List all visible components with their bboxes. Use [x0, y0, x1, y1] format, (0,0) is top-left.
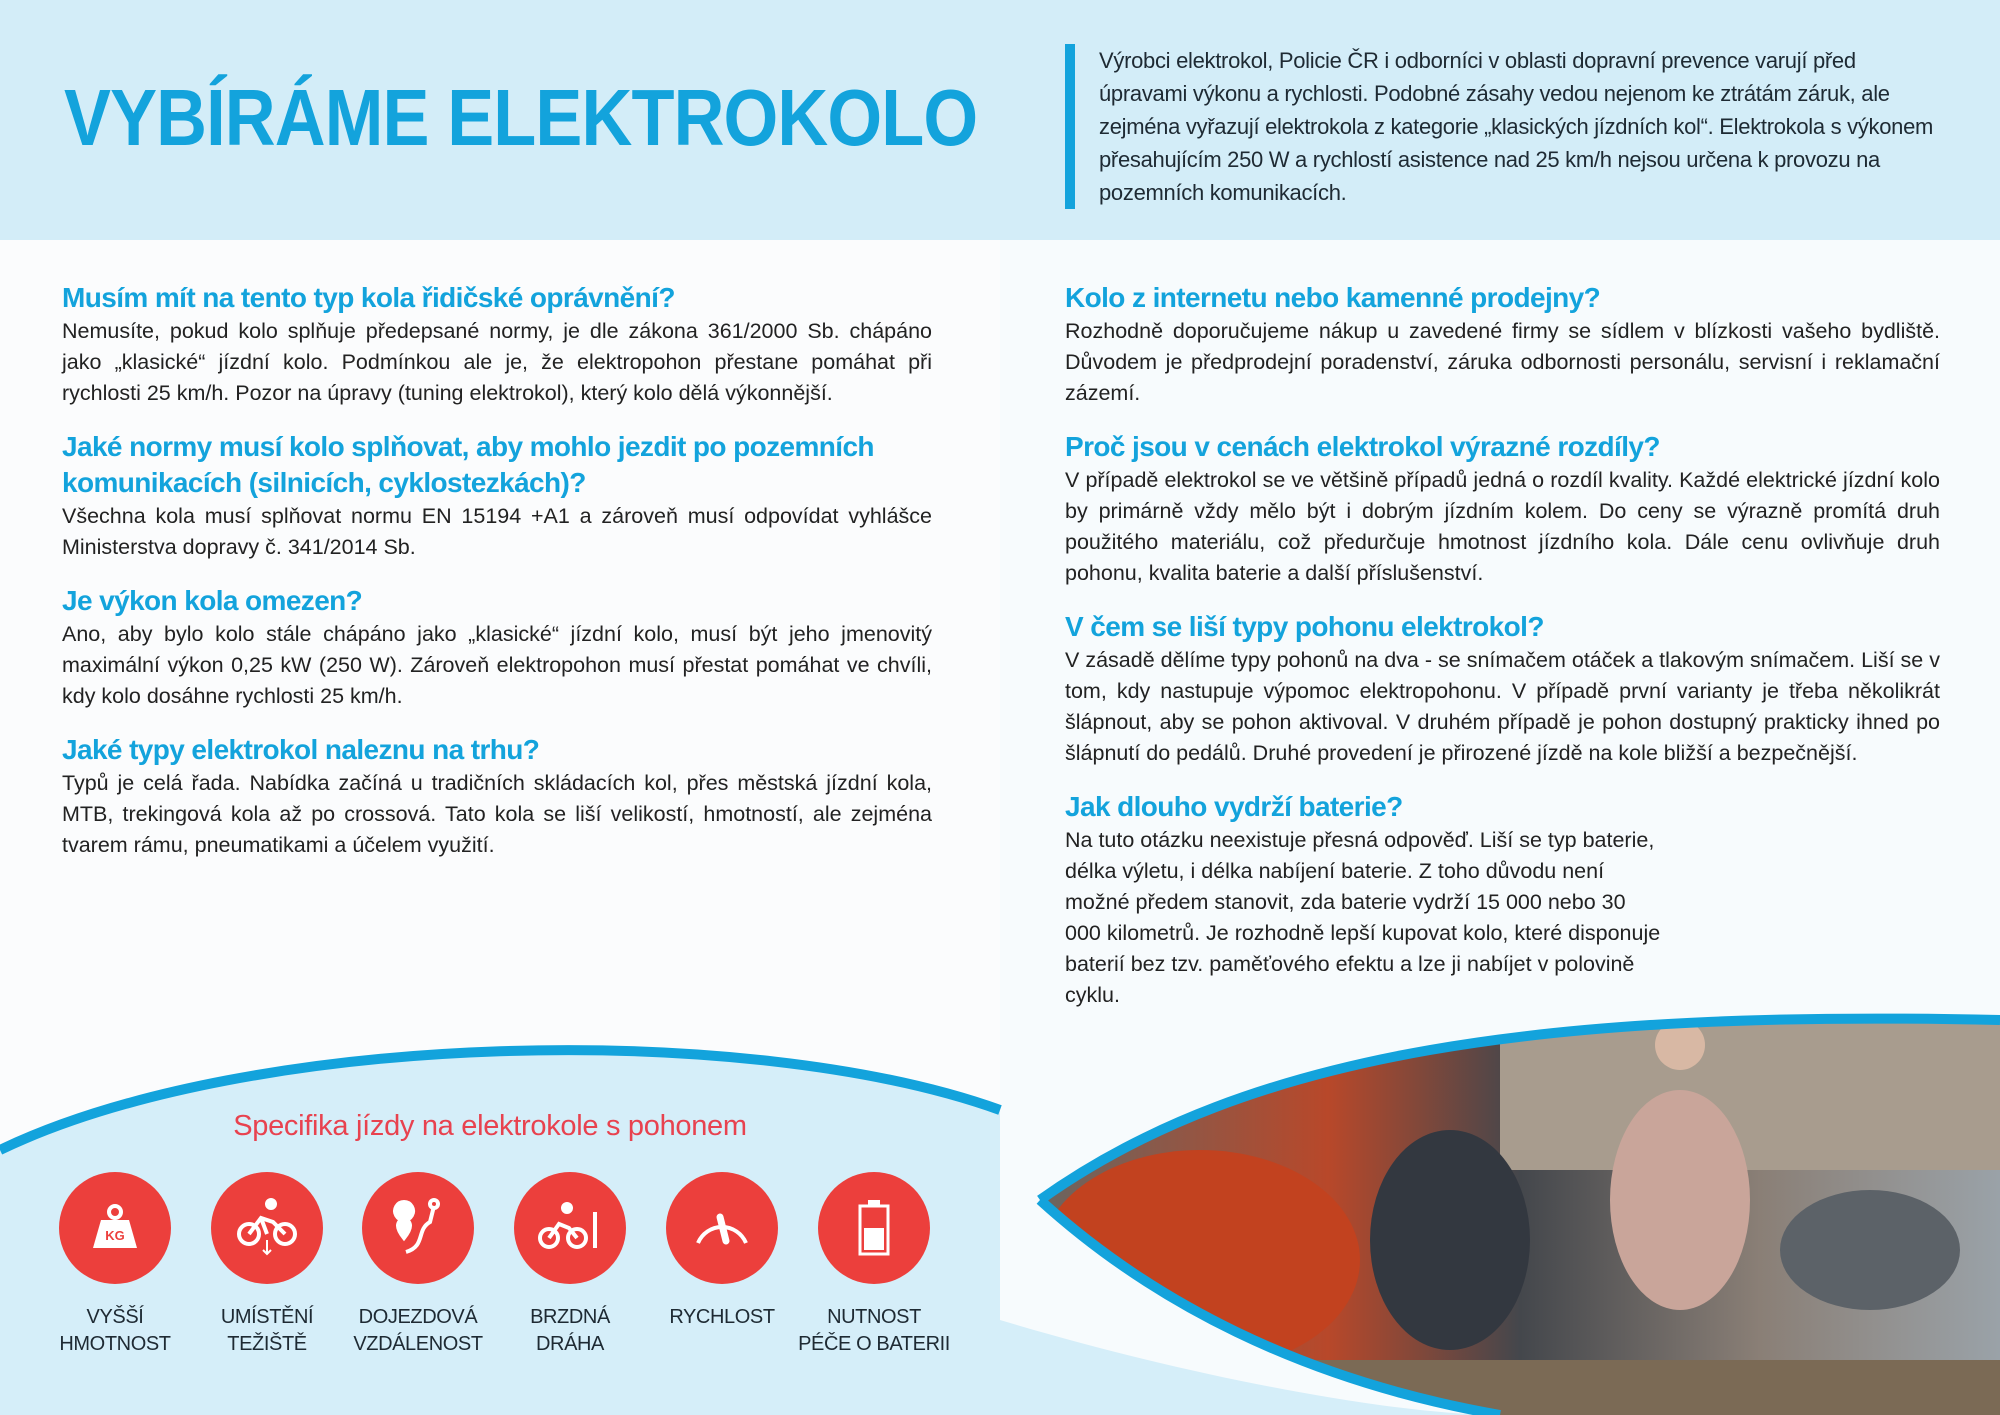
faq-answer: Ano, aby bylo kolo stále chápáno jako „klasické“ jízdní kolo, musí být jeho jmenovitý maximální výkon 0,25 kW (250 W). Zároveň elektropohon musí přestat pomáhat ve chvíli, kdy kolo dosáhne rychlosti 25 km/h.	[62, 622, 932, 708]
speedometer-icon	[666, 1172, 778, 1284]
spec-weight	[30, 1172, 200, 1358]
faq-question: V čem se liší typy pohonu elektrokol?	[1065, 611, 1544, 642]
right-column	[1065, 280, 1940, 1031]
faq-item	[62, 429, 932, 563]
faq-answer: V případě elektrokol se ve většině případů jedná o rozdíl kvality. Každé elektrické jízdní kolo by primárně vždy mělo být i dobrým jízdním kolem. Do ceny se výrazně promítá druh použitého materiálu, což předurčuje hmotnost jízdního kola. Dále cenu ovlivňuje druh pohonu, kvalita baterie a další příslušenství.	[1065, 468, 1940, 585]
faq-question: Je výkon kola omezen?	[62, 585, 363, 616]
faq-question: Musím mít na tento typ kola řidičské oprávnění?	[62, 282, 675, 313]
spec-label: DOJEZDOVÁ VZDÁLENOST	[353, 1306, 483, 1355]
faq-item	[62, 280, 932, 409]
faq-answer: Nemusíte, pokud kolo splňuje předepsané normy, je dle zákona 361/2000 Sb. chápáno jako „klasické“ jízdní kolo. Podmínkou ale je, že elektropohon přestane pomáhat při rychlosti 25 km/h. Pozor na úpravy (tuning elektrokol), který kolo dělá výkonnější.	[62, 319, 932, 405]
faq-question: Jaké typy elektrokol naleznu na trhu?	[62, 734, 540, 765]
weight-kg-icon	[59, 1172, 171, 1284]
spec-battery-care	[789, 1172, 959, 1358]
spec-range	[333, 1172, 503, 1358]
specs-title: Specifika jízdy na elektrokole s pohonem	[233, 1110, 747, 1142]
faq-question: Kolo z internetu nebo kamenné prodejny?	[1065, 282, 1601, 313]
faq-item	[1065, 280, 1940, 409]
spec-label: BRZDNÁ DRÁHA	[530, 1306, 610, 1355]
faq-item	[1065, 429, 1940, 589]
faq-question: Jak dlouho vydrží baterie?	[1065, 791, 1403, 822]
faq-question: Proč jsou v cenách elektrokol výrazné rozdíly?	[1065, 431, 1660, 462]
faq-question: Jaké normy musí kolo splňovat, aby mohlo jezdit po pozemních komunikacích (silnicích, cyklostezkách)?	[62, 431, 874, 498]
spec-label: VYŠŠÍ HMOTNOST	[59, 1306, 171, 1355]
left-column	[62, 280, 932, 881]
kg-label: KG	[105, 1228, 125, 1243]
page-title: VYBÍRÁME ELEKTROKOLO	[64, 73, 978, 162]
faq-answer: Typů je celá řada. Nabídka začíná u tradičních skládacích kol, přes městská jízdní kola, MTB, trekingová kola až po crossová. Tato kola se liší velikostí, hmotností, ale zejména tvarem rámu, pneumatikami a účelem využití.	[62, 771, 932, 857]
route-pin-icon	[362, 1172, 474, 1284]
faq-answer: Rozhodně doporučujeme nákup u zavedené firmy se sídlem v blízkosti vašeho bydliště. Důvodem je předprodejní poradenství, záruka odbornosti personálu, servisní i reklamační zázemí.	[1065, 319, 1940, 405]
faq-item	[62, 583, 932, 712]
faq-item	[1065, 609, 1940, 769]
faq-item	[62, 732, 932, 861]
faq-item	[1065, 789, 1940, 1011]
faq-answer: V zásadě dělíme typy pohonů na dva - se snímačem otáček a tlakovým snímačem. Liší se v tom, kdy nastupuje výpomoc elektropohonu. V případě první varianty je třeba několikrát šlápnout, aby se pohon aktivoval. V druhém případě je pohon dostupný prakticky ihned po šlápnutí do pedálů. Druhé provedení je přirozené jízdě na kole bližší a bezpečnější.	[1065, 648, 1940, 765]
faq-answer: Na tuto otázku neexistuje přesná odpověď. Liší se typ baterie, délka výletu, i délka nabíjení baterie. Z toho důvodu není možné předem stanovit, zda baterie vydrží 15 000 nebo 30 000 kilometrů. Je rozhodně lepší kupovat kolo, které disponuje baterií bez tzv. paměťového efektu a lze ji nabíjet v polovině cyklu.	[1065, 828, 1661, 1007]
intro-text: Výrobci elektrokol, Policie ČR i odborníci v oblasti dopravní prevence varují před úpravami výkonu a rychlosti. Podobné zásahy vedou nejenom ke ztrátám záruk, ale zejména vyřazují elektrokola z kategorie „klasických jízdních kol“. Elektrokola s výkonem přesahujícím 250 W a rychlostí asistence nad 25 km/h nejsou určena k provozu na pozemních komunikacích.	[1099, 48, 1934, 205]
cyclist-center-of-gravity-icon	[211, 1172, 323, 1284]
spec-speed	[637, 1172, 807, 1331]
battery-icon	[818, 1172, 930, 1284]
spec-center-of-gravity	[182, 1172, 352, 1358]
faq-answer: Všechna kola musí splňovat normu EN 15194 +A1 a zároveň musí odpovídat vyhlášce Ministerstva dopravy č. 341/2014 Sb.	[62, 504, 932, 559]
spec-braking	[485, 1172, 655, 1358]
spec-label: RYCHLOST	[669, 1306, 775, 1328]
spec-label: UMÍSTĚNÍ TEŽIŠTĚ	[220, 1306, 314, 1355]
spec-label: NUTNOST PÉČE O BATERII	[798, 1306, 950, 1355]
intro-callout	[1065, 44, 1945, 209]
cyclist-brake-icon	[514, 1172, 626, 1284]
